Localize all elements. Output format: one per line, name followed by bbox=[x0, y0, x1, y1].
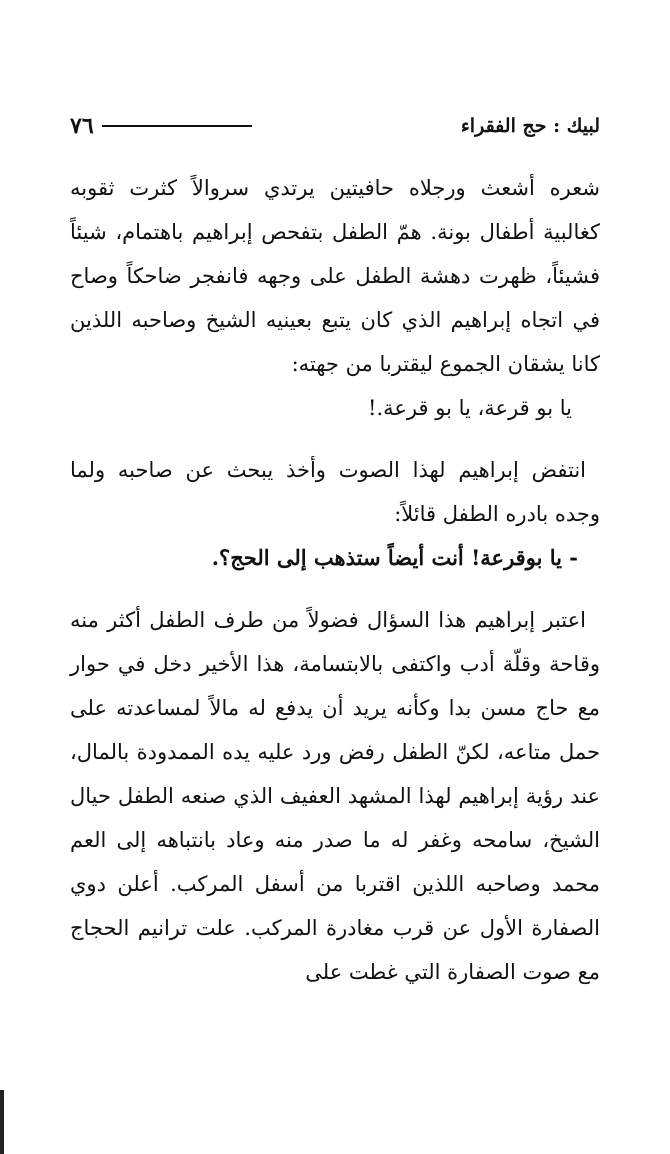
page-number: ٧٦ bbox=[70, 113, 94, 139]
page-edge-shadow bbox=[0, 1090, 4, 1154]
paragraph: انتفض إبراهيم لهذا الصوت وأخذ يبحث عن صاحبه ولما وجده بادره الطفل قائلاً: bbox=[70, 458, 600, 526]
running-header bbox=[70, 108, 600, 144]
body-text bbox=[70, 166, 600, 994]
dialogue-line: يا بو قرعة، يا بو قرعة.! bbox=[368, 396, 572, 420]
paragraph: شعره أشعث ورجلاه حافيتين يرتدي سروالاً كثرت ثقوبه كغالبية أطفال بونة. همّ الطفل بتفحص إبراهيم باهتمام، شيئاً فشيئاً، ظهرت دهشة الطفل على وجهه فانفجر ضاحكاً وصاح في اتجاه إبراهيم الذي كان يتبع بعينيه الشيخ وصاحبه اللذين كانا يشقان الجموع ليقتربا من جهته: bbox=[70, 176, 600, 376]
dialogue-line: - يا بوقرعة! أنت أيضاً ستذهب إلى الحج؟. bbox=[211, 545, 578, 570]
paragraph: اعتبر إبراهيم هذا السؤال فضولاً من طرف الطفل أكثر منه وقاحة وقلّة أدب واكتفى بالابتسامة، هذا الأخير دخل في حوار مع حاج مسن بدا وكأنه يريد أن يدفع له مالاً لمساعدته على حمل متاعه، لكنّ الطفل رفض ورد عليه يده الممدودة بالمال، عند رؤية إبراهيم لهذا المشهد العفيف الذي صنعه الطفل حيال الشيخ، سامحه وغفر له ما صدر منه وعاد بانتباهه إلى العم محمد وصاحبه اللذين اقتربا من أسفل المركب. أعلن دوي الصفارة الأول عن قرب مغادرة المركب. علت ترانيم الحجاج مع صوت الصفارة التي غطت على bbox=[70, 608, 601, 984]
header-rule bbox=[102, 125, 252, 127]
running-title: لبيك : حج الفقراء bbox=[460, 115, 600, 137]
